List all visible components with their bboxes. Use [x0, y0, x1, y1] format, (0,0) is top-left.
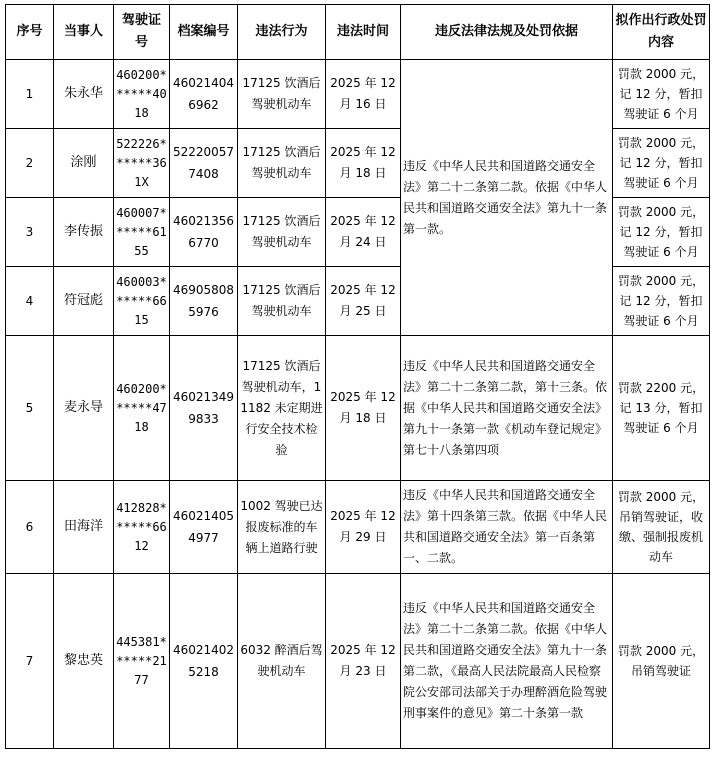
cell-party: 朱永华	[54, 60, 114, 129]
cell-license: 412828******6612	[114, 481, 170, 574]
cell-seq: 1	[6, 60, 54, 129]
cell-decision: 罚款 2000 元，吊销驾驶证，收缴、强制报废机动车	[613, 481, 710, 574]
cell-license: 460200******4018	[114, 60, 170, 129]
table-row	[6, 574, 710, 749]
cell-seq: 4	[6, 267, 54, 336]
cell-decision: 罚款 2200 元，记 13 分，暂扣驾驶证 6 个月	[613, 336, 710, 481]
cell-time: 2025 年 12 月 18 日	[326, 129, 401, 198]
cell-time: 2025 年 12 月 25 日	[326, 267, 401, 336]
cell-license: 460007******6155	[114, 198, 170, 267]
cell-violation: 17125 饮酒后驾驶机动车	[238, 129, 326, 198]
table-header-row	[6, 5, 710, 60]
cell-party: 黎忠英	[54, 574, 114, 749]
cell-violation: 6032 醉酒后驾驶机动车	[238, 574, 326, 749]
cell-license: 460003******6615	[114, 267, 170, 336]
header-license: 驾驶证号	[114, 5, 170, 60]
table-row	[6, 481, 710, 574]
cell-party: 涂刚	[54, 129, 114, 198]
cell-seq: 2	[6, 129, 54, 198]
cell-law: 违反《中华人民共和国道路交通安全法》第二十二条第二款。依据《中华人民共和国道路交通安全法》第九十一条第二款，《最高人民法院最高人民检察院公安部司法部关于办理醉酒危险驾驶刑事案件的意见》第二十条第一款	[401, 574, 613, 749]
cell-time: 2025 年 12 月 18 日	[326, 336, 401, 481]
cell-law: 违反《中华人民共和国道路交通安全法》第十四条第三款。依据《中华人民共和国道路交通安全法》第一百条第一、二款。	[401, 481, 613, 574]
header-time: 违法时间	[326, 5, 401, 60]
cell-decision: 罚款 2000 元，记 12 分，暂扣驾驶证 6 个月	[613, 60, 710, 129]
cell-license: 445381******2177	[114, 574, 170, 749]
cell-law: 违反《中华人民共和国道路交通安全法》第二十二条第二款，第十三条。依据《中华人民共和国道路交通安全法》第九十一条第一款《机动车登记规定》第七十八条第四项	[401, 336, 613, 481]
cell-file-no: 460213566770	[170, 198, 238, 267]
header-seq: 序号	[6, 5, 54, 60]
cell-violation: 17125 饮酒后驾驶机动车	[238, 60, 326, 129]
cell-license: 522226******361X	[114, 129, 170, 198]
cell-violation: 17125 饮酒后驾驶机动车	[238, 267, 326, 336]
cell-law-shared: 违反《中华人民共和国道路交通安全法》第二十二条第二款。依据《中华人民共和国道路交通安全法》第九十一条第一款。	[401, 60, 613, 336]
cell-party: 李传振	[54, 198, 114, 267]
cell-violation: 17125 饮酒后驾驶机动车，11182 未定期进行安全技术检验	[238, 336, 326, 481]
cell-seq: 3	[6, 198, 54, 267]
header-law: 违反法律法规及处罚依据	[401, 5, 613, 60]
header-violation: 违法行为	[238, 5, 326, 60]
cell-time: 2025 年 12 月 24 日	[326, 198, 401, 267]
cell-violation: 1002 驾驶已达报废标准的车辆上道路行驶	[238, 481, 326, 574]
header-file-no: 档案编号	[170, 5, 238, 60]
penalty-table	[5, 4, 710, 749]
header-decision: 拟作出行政处罚内容	[613, 5, 710, 60]
cell-party: 符冠彪	[54, 267, 114, 336]
table-row	[6, 60, 710, 129]
cell-time: 2025 年 12 月 16 日	[326, 60, 401, 129]
cell-violation: 17125 饮酒后驾驶机动车	[238, 198, 326, 267]
cell-file-no: 522200577408	[170, 129, 238, 198]
cell-decision: 罚款 2000 元，记 12 分，暂扣驾驶证 6 个月	[613, 129, 710, 198]
cell-time: 2025 年 12 月 23 日	[326, 574, 401, 749]
cell-party: 田海洋	[54, 481, 114, 574]
cell-file-no: 460214054977	[170, 481, 238, 574]
cell-seq: 7	[6, 574, 54, 749]
cell-file-no: 460214025218	[170, 574, 238, 749]
cell-decision: 罚款 2000 元，记 12 分，暂扣驾驶证 6 个月	[613, 267, 710, 336]
cell-seq: 5	[6, 336, 54, 481]
cell-decision: 罚款 2000 元，吊销驾驶证	[613, 574, 710, 749]
cell-file-no: 469058085976	[170, 267, 238, 336]
cell-party: 麦永导	[54, 336, 114, 481]
cell-file-no: 460214046962	[170, 60, 238, 129]
table-row	[6, 336, 710, 481]
cell-seq: 6	[6, 481, 54, 574]
cell-license: 460200******4718	[114, 336, 170, 481]
header-party: 当事人	[54, 5, 114, 60]
cell-decision: 罚款 2000 元，记 12 分，暂扣驾驶证 6 个月	[613, 198, 710, 267]
cell-file-no: 460213499833	[170, 336, 238, 481]
cell-time: 2025 年 12 月 29 日	[326, 481, 401, 574]
